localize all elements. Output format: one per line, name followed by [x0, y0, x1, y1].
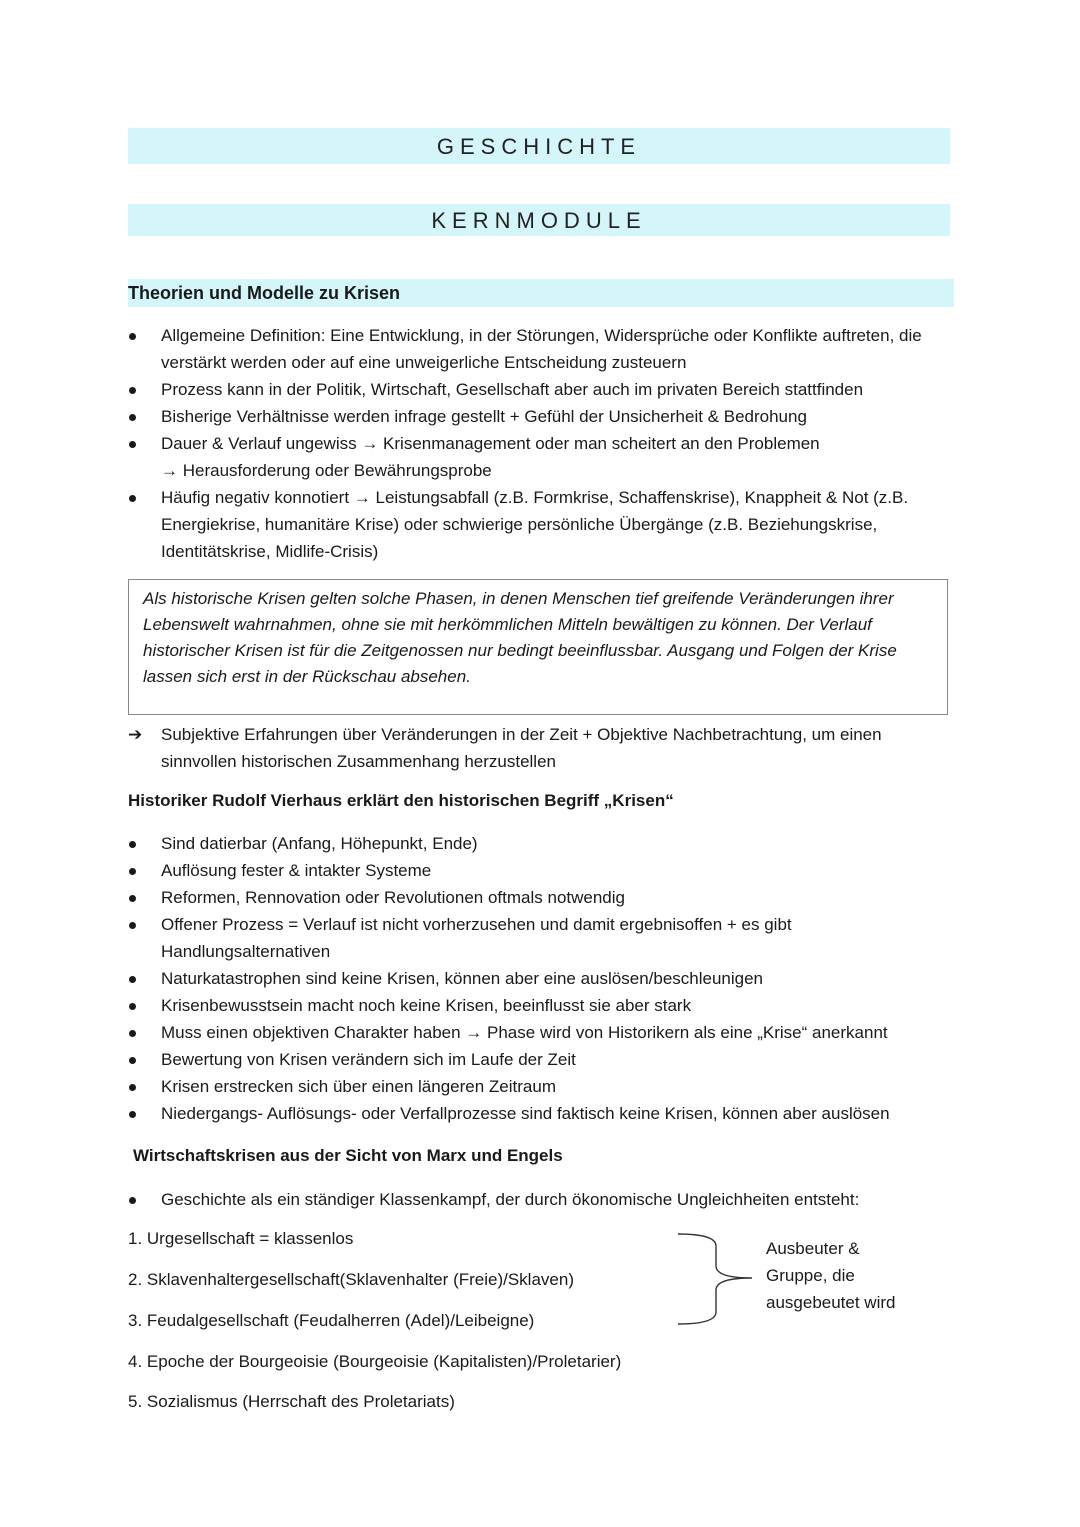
section-heading-theories: Theorien und Modelle zu Krisen [128, 279, 954, 307]
document-subtitle: KERNMODULE [128, 204, 950, 236]
section-heading-marx-engels: Wirtschaftskrisen aus der Sicht von Marx und Engels [133, 1146, 563, 1165]
arrow-right-icon: ➔ [128, 725, 143, 744]
document-title: GESCHICHTE [128, 128, 950, 164]
stage-item: 5. Sozialismus (Herrschaft des Proletariats) [128, 1392, 455, 1411]
list-item: Reformen, Rennovation oder Revolutionen oftmals notwendig [128, 884, 958, 911]
list-item: Prozess kann in der Politik, Wirtschaft, Gesellschaft aber auch im privaten Bereich stattfinden [128, 376, 928, 403]
list-item: Naturkatastrophen sind keine Krisen, können aber eine auslösen/beschleunigen [128, 965, 958, 992]
list-item: Allgemeine Definition: Eine Entwicklung, in der Störungen, Widersprüche oder Konflikte auftreten, die verstärkt werden oder auf eine unweigerliche Entscheidung zusteuern [128, 322, 928, 376]
list-item: Niedergangs- Auflösungs- oder Verfallprozesse sind faktisch keine Krisen, können aber auslösen [128, 1100, 958, 1127]
stage-item: 2. Sklavenhaltergesellschaft(Sklavenhalter (Freie)/Sklaven) [128, 1270, 574, 1289]
section-heading-vierhaus: Historiker Rudolf Vierhaus erklärt den historischen Begriff „Krisen“ [128, 791, 674, 810]
theories-bullet-list [128, 322, 928, 565]
brace-annotation: Ausbeuter & Gruppe, die ausgebeutet wird [766, 1239, 896, 1312]
vierhaus-bullet-list [128, 830, 958, 1127]
list-item: Auflösung fester & intakter Systeme [128, 857, 958, 884]
list-item: Muss einen objektiven Charakter haben → Phase wird von Historikern als eine „Krise“ anerkannt [128, 1019, 958, 1046]
list-item: Geschichte als ein ständiger Klassenkampf, der durch ökonomische Ungleichheiten entsteht: [128, 1186, 958, 1213]
list-item: Bewertung von Krisen verändern sich im Laufe der Zeit [128, 1046, 958, 1073]
list-item: Bisherige Verhältnisse werden infrage gestellt + Gefühl der Unsicherheit & Bedrohung [128, 403, 928, 430]
arrow-conclusion [128, 721, 948, 775]
curly-brace-icon [676, 1232, 756, 1328]
stage-item: 3. Feudalgesellschaft (Feudalherren (Adel)/Leibeigne) [128, 1311, 535, 1330]
list-item: Krisen erstrecken sich über einen längeren Zeitraum [128, 1073, 958, 1100]
list-item: Dauer & Verlauf ungewiss → Krisenmanagement oder man scheitert an den Problemen → Herausforderung oder Bewährungsprobe [128, 430, 928, 484]
list-item-continuation: → Herausforderung oder Bewährungsprobe [161, 461, 492, 480]
list-item: Sind datierbar (Anfang, Höhepunkt, Ende) [128, 830, 958, 857]
marx-bullet-list [128, 1186, 958, 1213]
list-item: Offener Prozess = Verlauf ist nicht vorherzusehen und damit ergebnisoffen + es gibt Handlungsalternativen [128, 911, 881, 965]
list-item: Krisenbewusstsein macht noch keine Krisen, beeinflusst sie aber stark [128, 992, 958, 1019]
definition-quote-box: Als historische Krisen gelten solche Phasen, in denen Menschen tief greifende Veränderungen ihrer Lebenswelt wahrnahmen, ohne sie mit herkömmlichen Mitteln bewältigen zu können. Der Verlauf historischer Krisen ist für die Zeitgenossen nur bedingt beeinflussbar. Ausgang und Folgen der Krise lassen sich erst in der Rückschau absehen. [128, 579, 948, 715]
stage-item: 1. Urgesellschaft = klassenlos [128, 1229, 354, 1248]
list-item: Häufig negativ konnotiert → Leistungsabfall (z.B. Formkrise, Schaffenskrise), Knappheit & Not (z.B. Energiekrise, humanitäre Krise) oder schwierige persönliche Übergänge (z.B. Beziehungskrise, Identitätskrise, Midlife-Crisis) [128, 484, 931, 565]
stage-item: 4. Epoche der Bourgeoisie (Bourgeoisie (Kapitalisten)/Proletarier) [128, 1352, 622, 1371]
arrow-conclusion-text: Subjektive Erfahrungen über Veränderungen in der Zeit + Objektive Nachbetrachtung, um einen sinnvollen historischen Zusammenhang herzustellen [161, 725, 882, 771]
